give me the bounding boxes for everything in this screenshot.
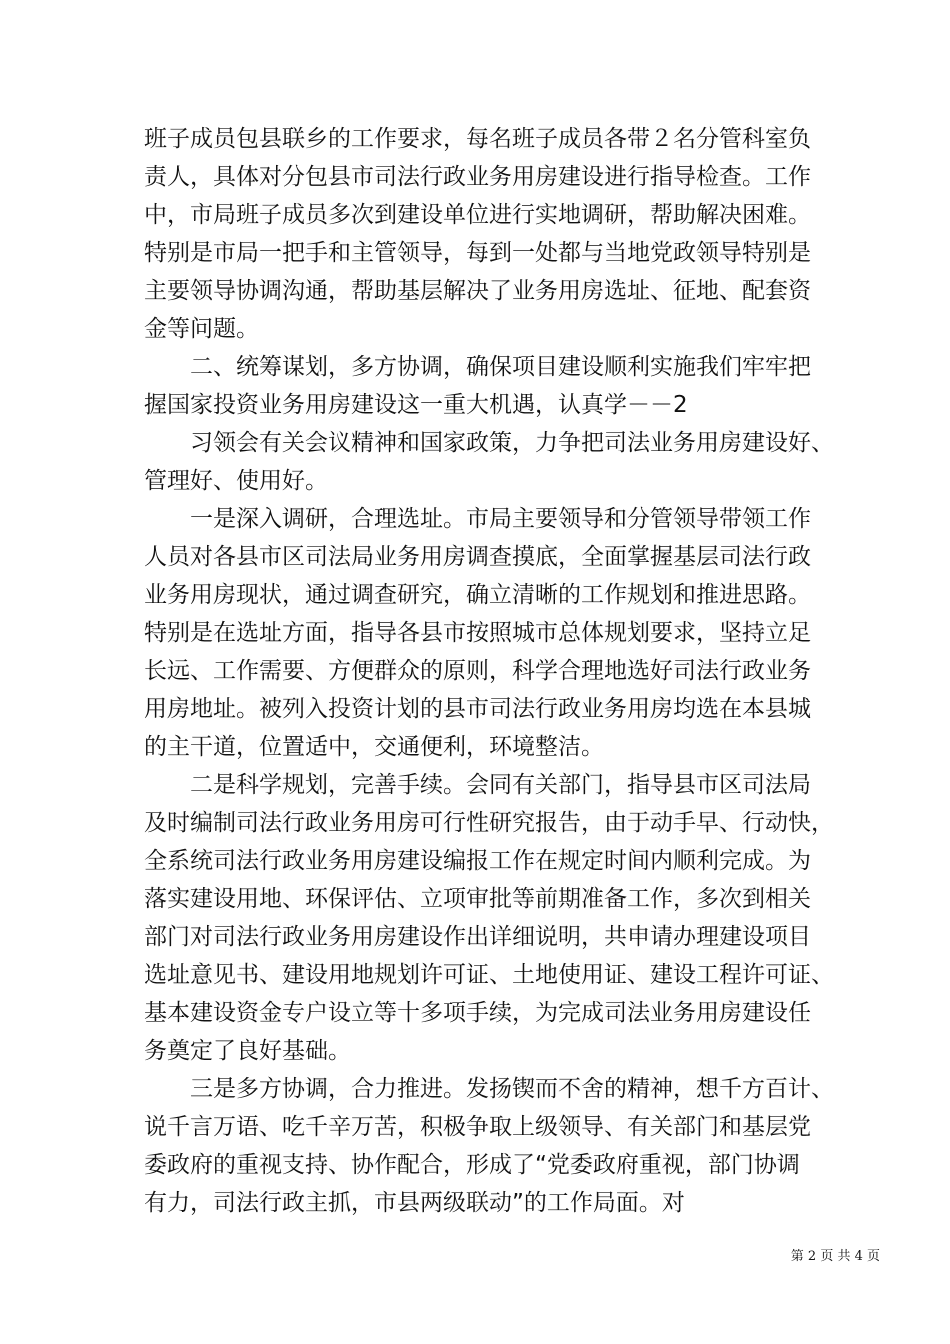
text-line: 中，市局班子成员多次到建设单位进行实地调研，帮助解决困难。 xyxy=(144,202,811,228)
text-line: 一是深入调研，合理选址。市局主要领导和分管领导带领工作 xyxy=(190,506,811,532)
text-line: 握国家投资业务用房建设这一重大机遇，认真学－－2 xyxy=(144,392,688,418)
text-line: 基本建设资金专户设立等十多项手续，为完成司法业务用房建设任 xyxy=(144,1000,811,1026)
text-line: 部门对司法行政业务用房建设作出详细说明，共申请办理建设项目 xyxy=(144,924,811,950)
text-line: 选址意见书、建设用地规划许可证、土地使用证、建设工程许可证、 xyxy=(144,962,834,988)
text-line: 说千言万语、吃千辛万苦，积极争取上级领导、有关部门和基层党 xyxy=(144,1114,811,1140)
text-line: 有力，司法行政主抓，市县两级联动”的工作局面。对 xyxy=(144,1190,685,1216)
text-line: 用房地址。被列入投资计划的县市司法行政业务用房均选在本县城 xyxy=(144,696,811,722)
text-line: 的主干道，位置适中，交通便利，环境整洁。 xyxy=(144,734,604,760)
text-line: 习领会有关会议精神和国家政策，力争把司法业务用房建设好、 xyxy=(190,430,834,456)
text-line: 长远、工作需要、方便群众的原则，科学合理地选好司法行政业务 xyxy=(144,658,811,684)
text-line: 落实建设用地、环保评估、立项审批等前期准备工作，多次到相关 xyxy=(144,886,811,912)
text-line: 人员对各县市区司法局业务用房调查摸底，全面掌握基层司法行政 xyxy=(144,544,811,570)
text-line: 管理好、使用好。 xyxy=(144,468,328,494)
text-line: 及时编制司法行政业务用房可行性研究报告，由于动手早、行动快， xyxy=(144,810,834,836)
text-line: 业务用房现状，通过调查研究，确立清晰的工作规划和推进思路。 xyxy=(144,582,811,608)
text-line: 主要领导协调沟通，帮助基层解决了业务用房选址、征地、配套资 xyxy=(144,278,811,304)
document-body xyxy=(144,120,834,1222)
text-line: 二是科学规划，完善手续。会同有关部门，指导县市区司法局 xyxy=(190,772,811,798)
page-footer: 第 2 页 共 4 页 xyxy=(790,1249,880,1264)
text-line: 全系统司法行政业务用房建设编报工作在规定时间内顺利完成。为 xyxy=(144,848,811,874)
text-line: 二、统筹谋划，多方协调，确保项目建设顺利实施我们牢牢把 xyxy=(190,354,811,380)
text-line: 金等问题。 xyxy=(144,316,259,342)
text-line: 班子成员包县联乡的工作要求，每名班子成员各带２名分管科室负 xyxy=(144,126,811,152)
text-line: 责人，具体对分包县市司法行政业务用房建设进行指导检查。工作 xyxy=(144,164,811,190)
text-line: 三是多方协调，合力推进。发扬锲而不舍的精神，想千方百计、 xyxy=(190,1076,834,1102)
text-line: 委政府的重视支持、协作配合，形成了“党委政府重视，部门协调 xyxy=(144,1152,800,1178)
text-line: 务奠定了良好基础。 xyxy=(144,1038,351,1064)
text-line: 特别是市局一把手和主管领导，每到一处都与当地党政领导特别是 xyxy=(144,240,811,266)
text-line: 特别是在选址方面，指导各县市按照城市总体规划要求，坚持立足 xyxy=(144,620,811,646)
